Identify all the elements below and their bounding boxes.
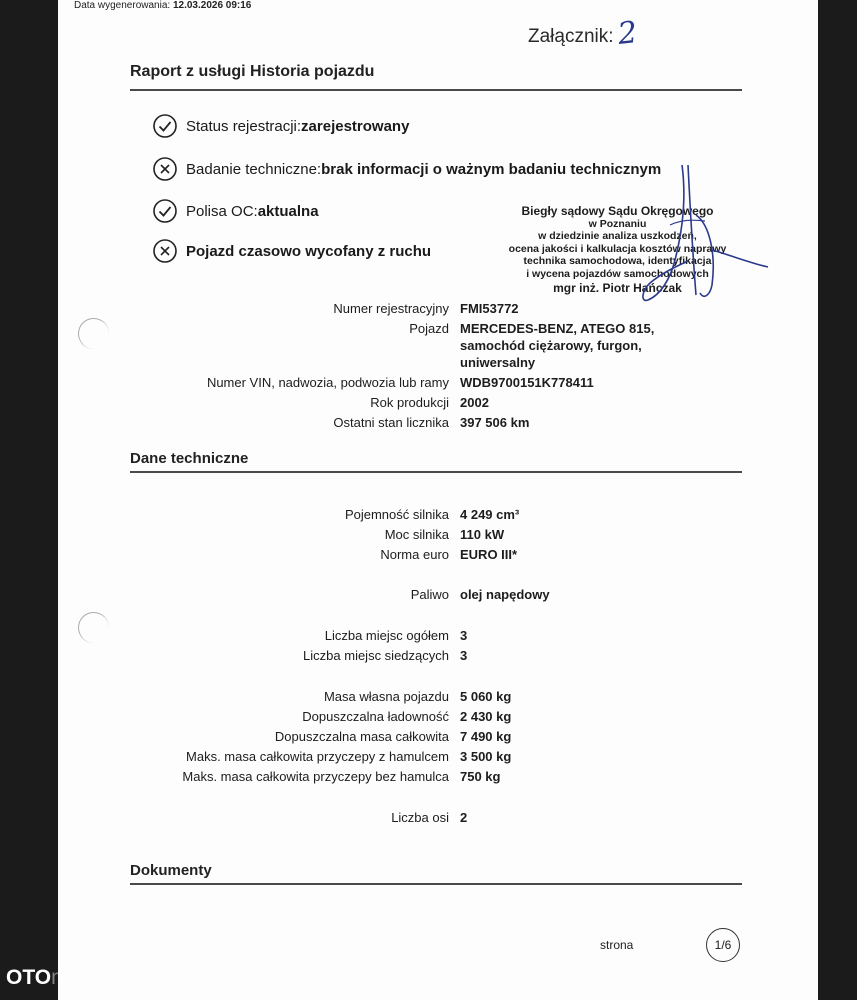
- watermark-logo: OTOmoto: [6, 966, 98, 989]
- info-value: WDB9700151K778411: [460, 375, 594, 390]
- status-label: Status rejestracji:: [186, 117, 302, 135]
- info-row: [58, 394, 710, 411]
- stamp-line: technika samochodowa, identyfikacja: [523, 255, 712, 267]
- info-value: olej napędowy: [460, 587, 550, 602]
- info-value: 2002: [460, 395, 489, 410]
- attachment-label: Załącznik:: [528, 26, 614, 47]
- stamp-line: mgr inż. Piotr Hańczak: [553, 281, 682, 295]
- technical-divider: [130, 471, 742, 473]
- info-label: Liczba miejsc ogółem: [324, 628, 449, 643]
- info-value: 2 430 kg: [460, 709, 512, 724]
- info-label: Liczba miejsc siedzących: [303, 648, 449, 663]
- cross-circle-icon: [153, 157, 177, 181]
- title-divider: [130, 89, 742, 91]
- info-value: 3: [460, 648, 468, 663]
- vehicle-info: [58, 300, 710, 431]
- stamp-line: i wycena pojazdów samochodowych: [526, 267, 709, 280]
- info-value: 3 500 kg: [460, 749, 512, 764]
- info-row: [58, 300, 710, 317]
- info-row: [58, 506, 710, 523]
- check-circle-icon: [153, 199, 177, 223]
- info-row: [58, 748, 710, 765]
- info-label: Ostatni stan licznika: [333, 415, 449, 430]
- info-label: Dopuszczalna masa całkowita: [274, 729, 449, 744]
- info-row: [58, 627, 710, 644]
- info-row: [58, 374, 710, 391]
- info-row: [58, 546, 710, 563]
- info-row: [58, 414, 710, 431]
- status-value: zarejestrowany: [301, 117, 410, 135]
- technical-axles: [58, 809, 710, 826]
- status-inspection: [153, 157, 661, 181]
- info-row: [58, 647, 710, 664]
- info-row: [58, 526, 710, 543]
- info-value: 3: [460, 628, 468, 643]
- handwritten-signature: [600, 155, 800, 320]
- info-label: Maks. masa całkowita przyczepy bez hamulca: [182, 769, 449, 784]
- info-row: [58, 768, 710, 785]
- status-withdrawn: [153, 239, 431, 263]
- info-value: MERCEDES-BENZ, ATEGO 815, samochód ciężarowy, furgon, uniwersalny: [460, 321, 655, 370]
- technical-weights: [58, 688, 710, 785]
- info-label: Pojazd: [409, 321, 449, 336]
- documents-divider: [130, 883, 742, 885]
- info-value: 750 kg: [460, 769, 501, 784]
- status-label: Badanie techniczne:: [186, 160, 322, 178]
- info-value: EURO III*: [460, 547, 518, 562]
- info-value: 397 506 km: [460, 415, 530, 430]
- stamp-line: Biegły sądowy Sądu Okręgowego: [521, 204, 714, 218]
- info-label: Masa własna pojazdu: [323, 689, 449, 704]
- info-row: [58, 320, 710, 371]
- info-value: 7 490 kg: [460, 729, 512, 744]
- info-label: Numer rejestracyjny: [333, 301, 449, 316]
- info-row: [58, 708, 710, 725]
- status-insurance: [153, 199, 319, 223]
- info-value: FMI53772: [460, 301, 519, 316]
- page-label: strona: [600, 938, 634, 952]
- info-value: 110 kW: [460, 527, 505, 542]
- stamp-line: w dziedzinie analiza uszkodzeń,: [538, 230, 697, 242]
- info-value: 4 249 cm³: [460, 507, 520, 522]
- info-label: Moc silnika: [384, 527, 449, 542]
- stamp-line: w Poznaniu: [588, 217, 647, 230]
- info-label: Norma euro: [380, 547, 449, 562]
- technical-section-title: Dane techniczne: [130, 450, 249, 467]
- status-label: Polisa OC:: [186, 202, 258, 220]
- check-circle-icon: [153, 114, 177, 138]
- status-value: aktualna: [257, 202, 319, 220]
- report-title: Raport z usługi Historia pojazdu: [130, 63, 375, 80]
- info-label: Pojemność silnika: [344, 507, 449, 522]
- info-label: Numer VIN, nadwozia, podwozia lub ramy: [206, 375, 449, 390]
- technical-info: [58, 506, 710, 563]
- cross-circle-icon: [153, 239, 177, 263]
- document-page: [58, 0, 818, 1000]
- info-row: [58, 809, 710, 826]
- documents-section-title: Dokumenty: [130, 862, 212, 879]
- status-registration: [153, 114, 409, 138]
- stamp-line: ocena jakości i kalkulacja kosztów naprawy: [508, 242, 727, 255]
- status-value: Pojazd czasowo wycofany z ruchu: [186, 242, 432, 260]
- status-value: brak informacji o ważnym badaniu technicznym: [321, 160, 662, 178]
- technical-fuel: [58, 586, 710, 603]
- info-value: 5 060 kg: [460, 689, 512, 704]
- info-label: Dopuszczalna ładowność: [302, 709, 449, 724]
- info-value: 2: [460, 810, 468, 825]
- info-label: Paliwo: [410, 587, 449, 602]
- info-row: [58, 586, 710, 603]
- technical-seats: [58, 627, 710, 664]
- info-label: Rok produkcji: [370, 395, 449, 410]
- info-row: [58, 688, 710, 705]
- info-label: Liczba osi: [391, 810, 449, 825]
- generation-date: Data wygenerowania: 12.03.2026 09:16: [74, 0, 252, 11]
- info-row: [58, 728, 710, 745]
- info-label: Maks. masa całkowita przyczepy z hamulcem: [186, 749, 449, 764]
- page-number-badge: 1/6: [706, 928, 740, 962]
- attachment-number: 2: [616, 15, 639, 52]
